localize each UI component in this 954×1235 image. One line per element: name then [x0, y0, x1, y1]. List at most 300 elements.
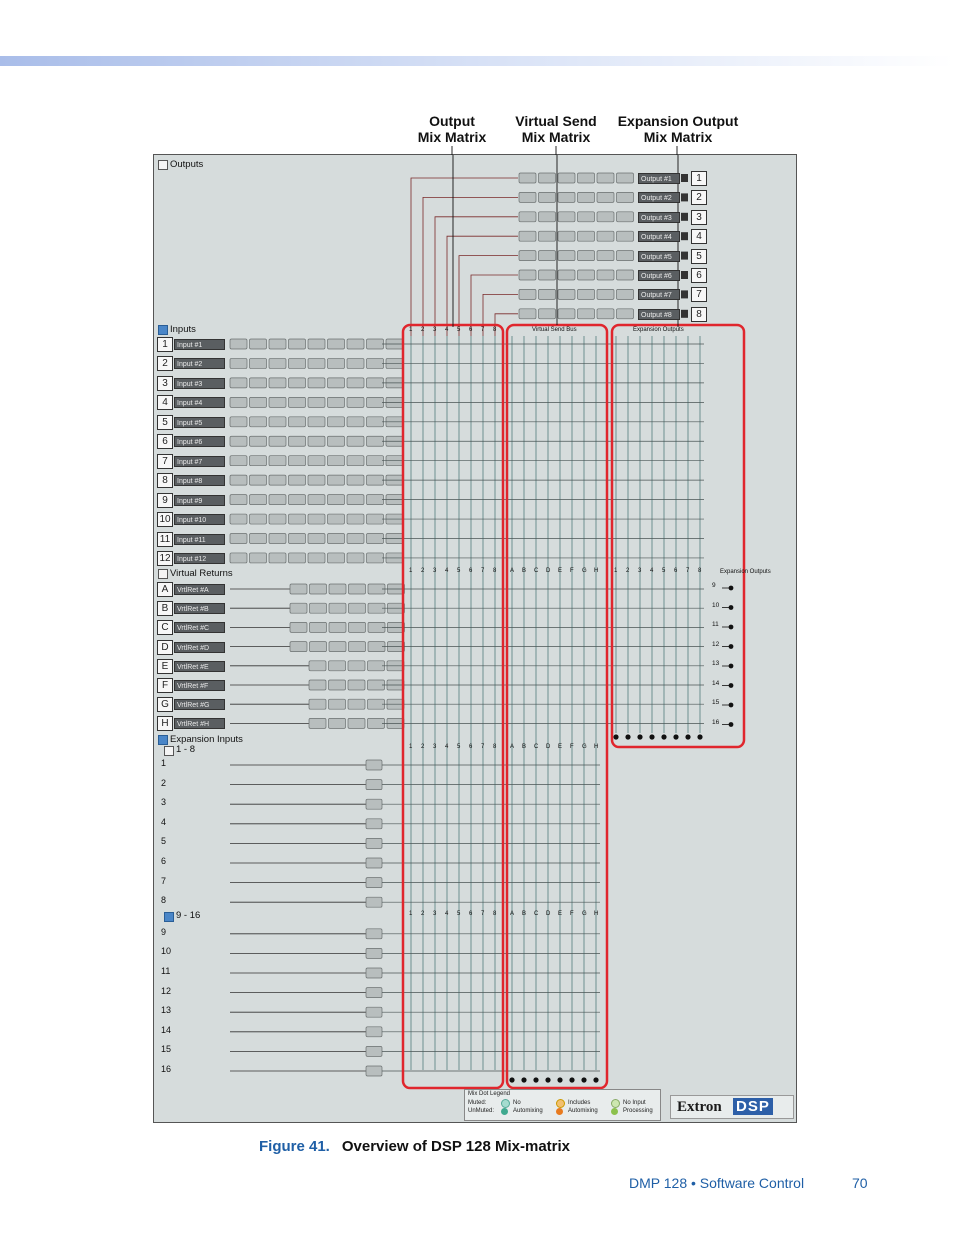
- input-2-block-2: [269, 358, 286, 368]
- input-1-block-5: [328, 339, 345, 349]
- exp-input-number-11: 11: [161, 966, 171, 976]
- figure-caption: [259, 1138, 570, 1155]
- input-3-block-2: [269, 378, 286, 388]
- outputs-collapse-toggle[interactable]: [158, 160, 168, 170]
- output-name-5[interactable]: Output #5: [638, 251, 680, 262]
- input-name-10[interactable]: Input #10: [174, 514, 225, 525]
- input-1-block-7: [367, 339, 384, 349]
- legend-dot-includes-muted: [556, 1099, 565, 1108]
- output-meter-4: [681, 232, 688, 240]
- input-9-block-1: [250, 495, 267, 505]
- vret-number-E: E: [157, 659, 173, 674]
- col-label-exp4-A: A: [510, 911, 515, 917]
- vret-H-block-1: [329, 718, 346, 728]
- input-name-11[interactable]: Input #11: [174, 534, 225, 545]
- input-12-block-4: [308, 553, 325, 563]
- footer-page-number: 70: [852, 1175, 868, 1191]
- input-9-block-2: [269, 495, 286, 505]
- input-9-block-6: [347, 495, 364, 505]
- output-5-block-0: [519, 251, 536, 261]
- col-label-exp2-H: H: [594, 744, 599, 750]
- output-2-block-0: [519, 192, 536, 202]
- col-label-top-3: 3: [433, 327, 437, 333]
- expout-dot-6: [685, 734, 690, 739]
- output-1-block-0: [519, 173, 536, 183]
- exp-output-dot-9: [729, 586, 734, 591]
- input-3-block-4: [308, 378, 325, 388]
- input-3-block-5: [328, 378, 345, 388]
- exp-block-8: [366, 897, 382, 907]
- col-label-exp3-7: 7: [481, 911, 485, 917]
- input-3-block-3: [289, 378, 306, 388]
- exp-block-7: [366, 878, 382, 888]
- input-4-block-6: [347, 397, 364, 407]
- col-label-exp1-2: 2: [421, 744, 425, 750]
- output-number-5: 5: [691, 249, 707, 264]
- highlight-expansion-output-mix: [612, 325, 744, 747]
- input-number-11: 11: [157, 532, 173, 547]
- input-number-10: 10: [157, 512, 173, 527]
- input-6-block-5: [328, 436, 345, 446]
- col-label-exp1-5: 5: [457, 744, 461, 750]
- input-5-block-4: [308, 417, 325, 427]
- output-4-block-2: [558, 231, 575, 241]
- input-7-block-7: [367, 456, 384, 466]
- exp-input-number-7: 7: [161, 875, 167, 886]
- exp-output-dot-13: [729, 664, 734, 669]
- input-number-7: 7: [157, 454, 173, 469]
- output-7-block-2: [558, 289, 575, 299]
- outputs-label: Outputs: [170, 159, 204, 170]
- input-6-block-7: [367, 436, 384, 446]
- vsend-dot-7: [593, 1077, 598, 1082]
- output-meter-2: [681, 193, 688, 201]
- col-label-mid2-A: A: [510, 568, 515, 574]
- exp-output-number-16: 16: [712, 718, 720, 726]
- input-8-block-4: [308, 475, 325, 485]
- output-2-block-4: [597, 192, 614, 202]
- vret-name-C[interactable]: VrtlRet #C: [174, 622, 225, 633]
- col-label-exp1-4: 4: [445, 744, 449, 750]
- input-name-2[interactable]: Input #2: [174, 358, 225, 369]
- vret-D-block-1: [310, 642, 327, 652]
- input-12-block-6: [347, 553, 364, 563]
- input-7-block-4: [308, 456, 325, 466]
- output-6-block-1: [539, 270, 556, 280]
- exp-output-number-10: 10: [712, 601, 720, 609]
- input-number-2: 2: [157, 356, 173, 371]
- legend-dot-no-unmuted: [501, 1108, 508, 1115]
- col-label-mid3-6: 6: [674, 568, 678, 574]
- output-5-block-5: [617, 251, 634, 261]
- vsend-dot-5: [569, 1077, 574, 1082]
- input-name-6[interactable]: Input #6: [174, 436, 225, 447]
- vret-E-block-3: [368, 661, 385, 671]
- input-1-block-0: [230, 339, 247, 349]
- col-label-mid1-6: 6: [469, 568, 473, 574]
- col-label-exp4-F: F: [570, 911, 574, 917]
- vsend-dot-0: [509, 1077, 514, 1082]
- vret-number-G: G: [157, 697, 173, 712]
- exp-input-number-9: 9: [161, 926, 167, 937]
- vret-F-block-1: [329, 680, 346, 690]
- input-10-block-7: [367, 514, 384, 524]
- col-label-mid2-D: D: [546, 568, 551, 574]
- input-4-block-1: [250, 397, 267, 407]
- output-8-block-5: [617, 309, 634, 319]
- output-feed-line-3: [435, 217, 518, 336]
- col-label-mid1-7: 7: [481, 568, 485, 574]
- input-4-block-7: [367, 397, 384, 407]
- input-name-5[interactable]: Input #5: [174, 417, 225, 428]
- col-label-mid2-C: C: [534, 568, 539, 574]
- output-feed-line-2: [423, 197, 518, 336]
- input-9-block-4: [308, 495, 325, 505]
- legend-dot-noinput-muted: [611, 1099, 620, 1108]
- exp-output-number-9: 9: [712, 582, 716, 589]
- input-7-block-3: [289, 456, 306, 466]
- input-name-9[interactable]: Input #9: [174, 495, 225, 506]
- exp-input-number-16: 16: [161, 1064, 172, 1074]
- output-2-block-2: [558, 192, 575, 202]
- output-meter-6: [681, 271, 688, 279]
- input-4-block-0: [230, 397, 247, 407]
- expout-dot-1: [625, 734, 630, 739]
- col-label-exp2-A: A: [510, 744, 515, 750]
- exp-input-number-6: 6: [161, 856, 167, 866]
- exp-block-6: [366, 858, 382, 868]
- exp-input-number-12: 12: [161, 985, 172, 996]
- input-name-1[interactable]: Input #1: [174, 339, 225, 350]
- vret-number-D: D: [157, 640, 173, 655]
- output-5-block-2: [558, 251, 575, 261]
- exp-output-dot-15: [729, 703, 734, 708]
- output-8-block-4: [597, 309, 614, 319]
- input-number-8: 8: [157, 473, 173, 488]
- input-number-1: 1: [157, 337, 173, 352]
- vret-number-H: H: [157, 716, 173, 731]
- output-number-3: 3: [691, 210, 707, 225]
- input-8-block-6: [347, 475, 364, 485]
- col-label-exp2-B: B: [522, 744, 527, 750]
- vret-C-block-2: [329, 622, 346, 632]
- col-label-exp4-C: C: [534, 911, 539, 917]
- exp-input-number-2: 2: [161, 777, 167, 788]
- callout-output-mix-matrix: Output Mix Matrix: [417, 113, 487, 145]
- output-number-1: 1: [691, 171, 707, 186]
- vret-D-block-0: [290, 642, 307, 652]
- col-label-exp4-H: H: [594, 911, 599, 917]
- vsend-dot-6: [581, 1077, 586, 1082]
- output-name-2[interactable]: Output #2: [638, 192, 680, 203]
- col-label-exp1-3: 3: [433, 744, 437, 750]
- virtual-returns-label: Virtual Returns: [170, 568, 233, 579]
- vsend-dot-1: [521, 1077, 526, 1082]
- input-9-block-5: [328, 495, 345, 505]
- input-12-block-5: [328, 553, 345, 563]
- input-1-block-1: [250, 339, 267, 349]
- output-3-block-5: [617, 212, 634, 222]
- vret-number-C: C: [157, 620, 173, 635]
- highlight-virtual-send-mix: [507, 325, 607, 1088]
- exp-block-9: [366, 929, 382, 939]
- exp-block-11: [366, 968, 382, 978]
- exp-output-number-11: 11: [712, 621, 719, 628]
- legend-unmuted: UnMuted:: [468, 1108, 495, 1114]
- col-label-mid3-8: 8: [698, 568, 702, 574]
- header-gradient-bar: [0, 56, 954, 66]
- col-label-mid3-4: 4: [650, 568, 654, 574]
- output-3-block-2: [558, 212, 575, 222]
- input-2-block-5: [328, 358, 345, 368]
- output-name-1[interactable]: Output #1: [638, 173, 680, 184]
- inputs-collapse-toggle[interactable]: [158, 325, 168, 335]
- exp-block-5: [366, 838, 382, 848]
- input-8-block-2: [269, 475, 286, 485]
- output-4-block-1: [539, 231, 556, 241]
- expout-dot-7: [697, 734, 702, 739]
- highlight-output-mix: [403, 325, 503, 1088]
- output-8-block-0: [519, 309, 536, 319]
- col-label-exp4-E: E: [558, 911, 563, 917]
- output-4-block-5: [617, 231, 634, 241]
- output-2-block-5: [617, 192, 634, 202]
- vret-name-G[interactable]: VrtlRet #G: [174, 699, 225, 710]
- input-1-block-4: [308, 339, 325, 349]
- input-1-block-2: [269, 339, 286, 349]
- exp-group1-toggle[interactable]: [164, 746, 174, 756]
- col-label-exp4-G: G: [582, 911, 587, 917]
- input-7-block-6: [347, 456, 364, 466]
- exp-input-number-5: 5: [161, 836, 167, 847]
- input-11-block-3: [289, 534, 306, 544]
- exp-block-15: [366, 1046, 382, 1056]
- input-2-block-4: [308, 358, 325, 368]
- vret-number-B: B: [157, 601, 173, 616]
- input-8-block-1: [250, 475, 267, 485]
- input-9-block-7: [367, 495, 384, 505]
- vret-E-block-2: [348, 661, 365, 671]
- output-7-block-4: [597, 289, 614, 299]
- input-4-block-5: [328, 397, 345, 407]
- output-3-block-3: [578, 212, 595, 222]
- expansion-outputs-side-label: Expansion Outputs: [720, 569, 771, 575]
- expout-dot-2: [637, 734, 642, 739]
- output-4-block-3: [578, 231, 595, 241]
- input-6-block-4: [308, 436, 325, 446]
- col-label-exp2-F: F: [570, 744, 574, 750]
- output-number-6: 6: [691, 268, 707, 283]
- legend-automixing: Automixing: [513, 1108, 543, 1114]
- input-8-block-7: [367, 475, 384, 485]
- vret-F-block-0: [309, 680, 326, 690]
- vret-name-E[interactable]: VrtlRet #E: [174, 661, 225, 672]
- input-8-block-3: [289, 475, 306, 485]
- input-name-4[interactable]: Input #4: [174, 397, 225, 408]
- input-11-block-7: [367, 534, 384, 544]
- input-12-block-1: [250, 553, 267, 563]
- input-6-block-3: [289, 436, 306, 446]
- input-11-block-2: [269, 534, 286, 544]
- col-label-exp3-6: 6: [469, 911, 473, 917]
- output-6-block-4: [597, 270, 614, 280]
- legend-automixing2: Automixing: [568, 1108, 598, 1114]
- exp-group2-toggle[interactable]: [164, 912, 174, 922]
- vret-name-H[interactable]: VrtlRet #H: [174, 718, 225, 729]
- col-label-mid2-E: E: [558, 568, 563, 574]
- legend-dot-no-muted: [501, 1099, 510, 1108]
- input-name-7[interactable]: Input #7: [174, 456, 225, 467]
- vret-H-block-3: [368, 718, 385, 728]
- legend-dot-noinput-unmuted: [611, 1108, 618, 1115]
- vret-F-block-2: [348, 680, 365, 690]
- col-label-top-1: 1: [409, 327, 413, 333]
- exp-input-number-1: 1: [161, 758, 167, 768]
- vret-G-block-2: [348, 699, 365, 709]
- exp-input-number-4: 4: [161, 816, 167, 827]
- col-label-exp3-5: 5: [457, 911, 461, 917]
- output-name-3[interactable]: Output #3: [638, 212, 680, 223]
- vret-C-block-1: [310, 622, 327, 632]
- exp-input-number-14: 14: [161, 1024, 172, 1035]
- vret-name-F[interactable]: VrtlRet #F: [174, 680, 225, 691]
- input-name-12[interactable]: Input #12: [174, 553, 225, 564]
- vret-A-block-2: [329, 584, 346, 594]
- input-5-block-6: [347, 417, 364, 427]
- legend-title: Mix Dot Legend: [468, 1091, 511, 1097]
- vret-name-D[interactable]: VrtlRet #D: [174, 642, 225, 653]
- input-3-block-7: [367, 378, 384, 388]
- legend-muted: Muted:: [468, 1100, 487, 1106]
- col-label-mid2-H: H: [594, 568, 599, 574]
- exp-input-number-15: 15: [161, 1044, 172, 1055]
- input-5-block-3: [289, 417, 306, 427]
- col-label-exp2-D: D: [546, 744, 551, 750]
- expout-dot-3: [649, 734, 654, 739]
- input-7-block-1: [250, 456, 267, 466]
- col-label-exp1-7: 7: [481, 744, 485, 750]
- input-3-block-6: [347, 378, 364, 388]
- input-7-block-0: [230, 456, 247, 466]
- figure-title: Overview of DSP 128 Mix-matrix: [341, 1138, 571, 1155]
- input-number-5: 5: [157, 415, 173, 430]
- output-2-block-1: [539, 192, 556, 202]
- output-name-7[interactable]: Output #7: [638, 289, 680, 300]
- output-3-block-1: [539, 212, 556, 222]
- output-name-6[interactable]: Output #6: [638, 270, 680, 281]
- col-label-mid3-7: 7: [686, 568, 690, 574]
- expansion-inputs-collapse-toggle[interactable]: [158, 735, 168, 745]
- virtual-returns-collapse-toggle[interactable]: [158, 569, 168, 579]
- exp-input-number-10: 10: [161, 946, 172, 957]
- col-label-mid3-1: 1: [614, 568, 618, 574]
- col-label-mid1-4: 4: [445, 568, 449, 574]
- input-5-block-2: [269, 417, 286, 427]
- col-label-exp1-6: 6: [469, 744, 473, 750]
- col-label-mid3-5: 5: [662, 568, 666, 574]
- output-name-4[interactable]: Output #4: [638, 231, 680, 242]
- input-10-block-3: [289, 514, 306, 524]
- input-12-block-2: [269, 553, 286, 563]
- vret-A-block-0: [290, 584, 307, 594]
- output-8-block-3: [578, 309, 595, 319]
- col-label-mid1-3: 3: [433, 568, 437, 574]
- input-6-block-6: [347, 436, 364, 446]
- mix-matrix-screenshot: [153, 154, 797, 1123]
- input-2-block-0: [230, 358, 247, 368]
- expout-dot-5: [673, 734, 678, 739]
- input-name-8[interactable]: Input #8: [174, 475, 225, 486]
- output-5-block-1: [539, 251, 556, 261]
- output-6-block-0: [519, 270, 536, 280]
- input-6-block-1: [250, 436, 267, 446]
- input-name-3[interactable]: Input #3: [174, 378, 225, 389]
- output-meter-3: [681, 213, 688, 221]
- col-label-top-7: 7: [481, 327, 485, 333]
- exp-output-dot-14: [729, 683, 734, 688]
- callout-virtual-send-mix-matrix: Virtual Send Mix Matrix: [515, 113, 597, 145]
- exp-block-10: [366, 948, 382, 958]
- vret-number-F: F: [157, 678, 173, 693]
- input-3-block-0: [230, 378, 247, 388]
- input-11-block-6: [347, 534, 364, 544]
- vret-A-block-1: [310, 584, 327, 594]
- col-label-mid3-2: 2: [626, 568, 630, 574]
- output-feed-line-1: [411, 178, 518, 336]
- exp-block-13: [366, 1007, 382, 1017]
- output-number-8: 8: [691, 307, 707, 322]
- input-11-block-0: [230, 534, 247, 544]
- vret-name-B[interactable]: VrtlRet #B: [174, 603, 225, 614]
- logo-dsp: DSP: [733, 1098, 773, 1115]
- exp-group2-label: 9 - 16: [176, 910, 201, 921]
- output-7-block-5: [617, 289, 634, 299]
- exp-output-number-13: 13: [712, 660, 720, 667]
- input-10-block-0: [230, 514, 247, 524]
- exp-block-12: [366, 988, 382, 998]
- output-1-block-2: [558, 173, 575, 183]
- vret-H-block-2: [348, 718, 365, 728]
- input-4-block-3: [289, 397, 306, 407]
- exp-output-dot-16: [729, 722, 734, 727]
- col-label-mid2-G: G: [582, 568, 587, 574]
- input-7-block-2: [269, 456, 286, 466]
- output-meter-1: [681, 174, 688, 182]
- vret-F-block-3: [368, 680, 385, 690]
- input-5-block-7: [367, 417, 384, 427]
- legend-includes: Includes: [568, 1100, 591, 1106]
- virtual-send-bus-label: Virtual Send Bus: [532, 327, 577, 333]
- input-number-6: 6: [157, 434, 173, 449]
- col-label-exp3-3: 3: [433, 911, 437, 917]
- exp-input-number-3: 3: [161, 797, 167, 808]
- input-7-block-5: [328, 456, 345, 466]
- input-9-block-3: [289, 495, 306, 505]
- vsend-dot-2: [533, 1077, 538, 1082]
- input-5-block-0: [230, 417, 247, 427]
- legend-no-input: No Input: [623, 1100, 646, 1106]
- input-9-block-0: [230, 495, 247, 505]
- vret-E-block-0: [309, 661, 326, 671]
- vret-name-A[interactable]: VrtlRet #A: [174, 584, 225, 595]
- exp-block-3: [366, 799, 382, 809]
- output-1-block-5: [617, 173, 634, 183]
- input-8-block-5: [328, 475, 345, 485]
- input-3-block-1: [250, 378, 267, 388]
- inputs-label: Inputs: [170, 324, 196, 335]
- output-name-8[interactable]: Output #8: [638, 309, 680, 320]
- output-meter-5: [681, 252, 688, 260]
